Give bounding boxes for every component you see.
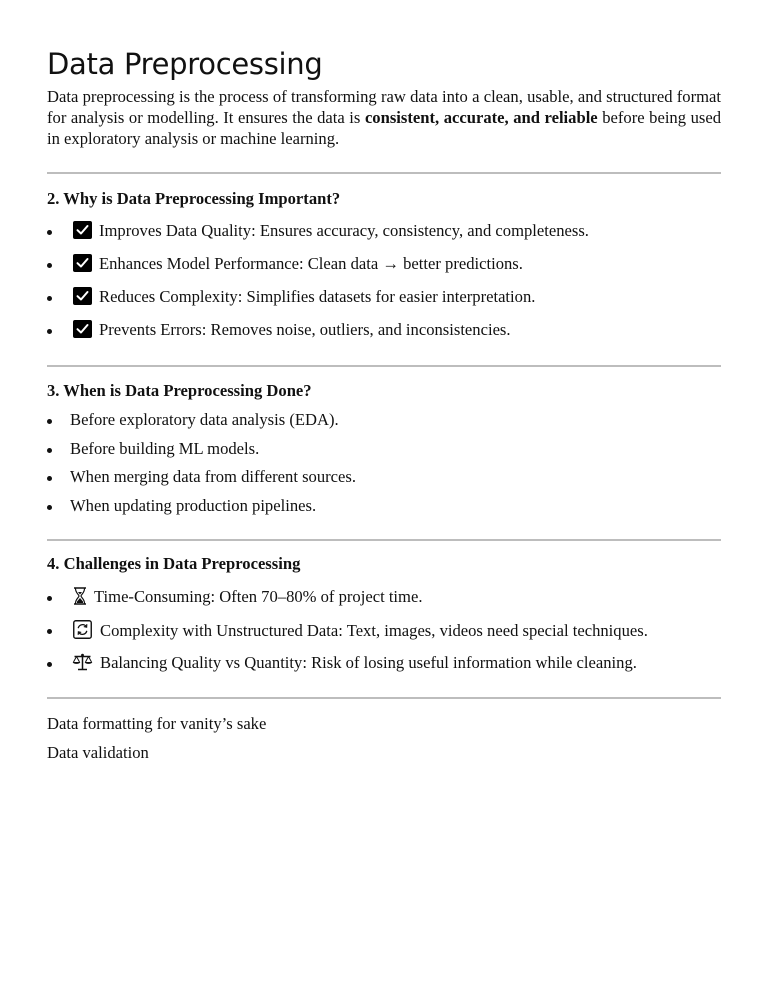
scales-icon (72, 653, 93, 671)
cycle-icon (73, 620, 92, 639)
list-item-text: Prevents Errors: Removes noise, outliers, and inconsistencies. (99, 320, 511, 339)
check-mark-icon (73, 254, 92, 272)
list-item-text: Enhances Model Performance: Clean data → better predictions. (99, 254, 523, 273)
list-item (47, 653, 648, 686)
list-item-text: When merging data from different sources. (70, 467, 356, 486)
list-item-text: Reduces Complexity: Simplifies datasets for easier interpretation. (99, 287, 536, 306)
list-item (47, 320, 589, 353)
divider (47, 539, 721, 541)
list-item-text: Before exploratory data analysis (EDA). (70, 410, 339, 429)
list-item (47, 467, 356, 496)
list-item-text: Before building ML models. (70, 438, 260, 458)
bullet (47, 596, 52, 601)
divider (47, 697, 721, 699)
importance-list (47, 221, 589, 353)
list-item (47, 439, 356, 468)
list-item (47, 410, 356, 439)
list-item (47, 620, 648, 653)
list-item-text: When updating production pipelines. (70, 495, 317, 515)
bullet (47, 296, 52, 301)
bullet (47, 629, 52, 634)
check-mark-icon (73, 221, 92, 239)
list-item-text: Improves Data Quality: Ensures accuracy, consistency, and completeness. (99, 221, 589, 240)
intro-text-end: before being used in exploratory analysis or machine learning. (47, 108, 721, 148)
list-item (47, 587, 648, 620)
footer-line: Data formatting for vanity’s sake (47, 714, 267, 733)
challenges-list (47, 587, 648, 686)
divider (47, 172, 721, 174)
list-item (47, 496, 356, 525)
list-item (47, 287, 589, 320)
bullet (47, 230, 52, 235)
section-heading-importance: 2. Why is Data Preprocessing Important? (47, 189, 341, 208)
bullet (47, 419, 52, 424)
list-item-text: Balancing Quality vs Quantity: Risk of losing useful information while cleaning. (100, 653, 637, 672)
hourglass-icon (73, 587, 87, 605)
section-heading-challenges: 4. Challenges in Data Preprocessing (47, 554, 301, 573)
intro-text-start: Data preprocessing is the process of transforming raw data into a clean, usable, and structured format for analysis or modelling. It ensures the data is (47, 87, 721, 127)
bullet (47, 329, 52, 334)
list-item (47, 221, 589, 254)
check-mark-icon (73, 287, 92, 305)
when-list (47, 410, 356, 524)
check-mark-icon (73, 320, 92, 338)
page-title: Data Preprocessing (47, 47, 323, 81)
list-item-text: Time-Consuming: Often 70–80% of project time. (94, 587, 423, 606)
divider (47, 365, 721, 367)
list-item (47, 254, 589, 287)
bullet (47, 662, 52, 667)
intro-bold-text: consistent, accurate, and reliable (364, 108, 598, 127)
bullet (47, 263, 52, 268)
section-heading-when: 3. When is Data Preprocessing Done? (47, 381, 312, 400)
list-item-text: Complexity with Unstructured Data: Text, images, videos need special techniques. (100, 621, 648, 640)
bullet (47, 476, 52, 481)
bullet (47, 448, 52, 453)
bullet (47, 505, 52, 510)
footer-line: Data validation (47, 743, 149, 762)
intro-paragraph (47, 86, 721, 149)
